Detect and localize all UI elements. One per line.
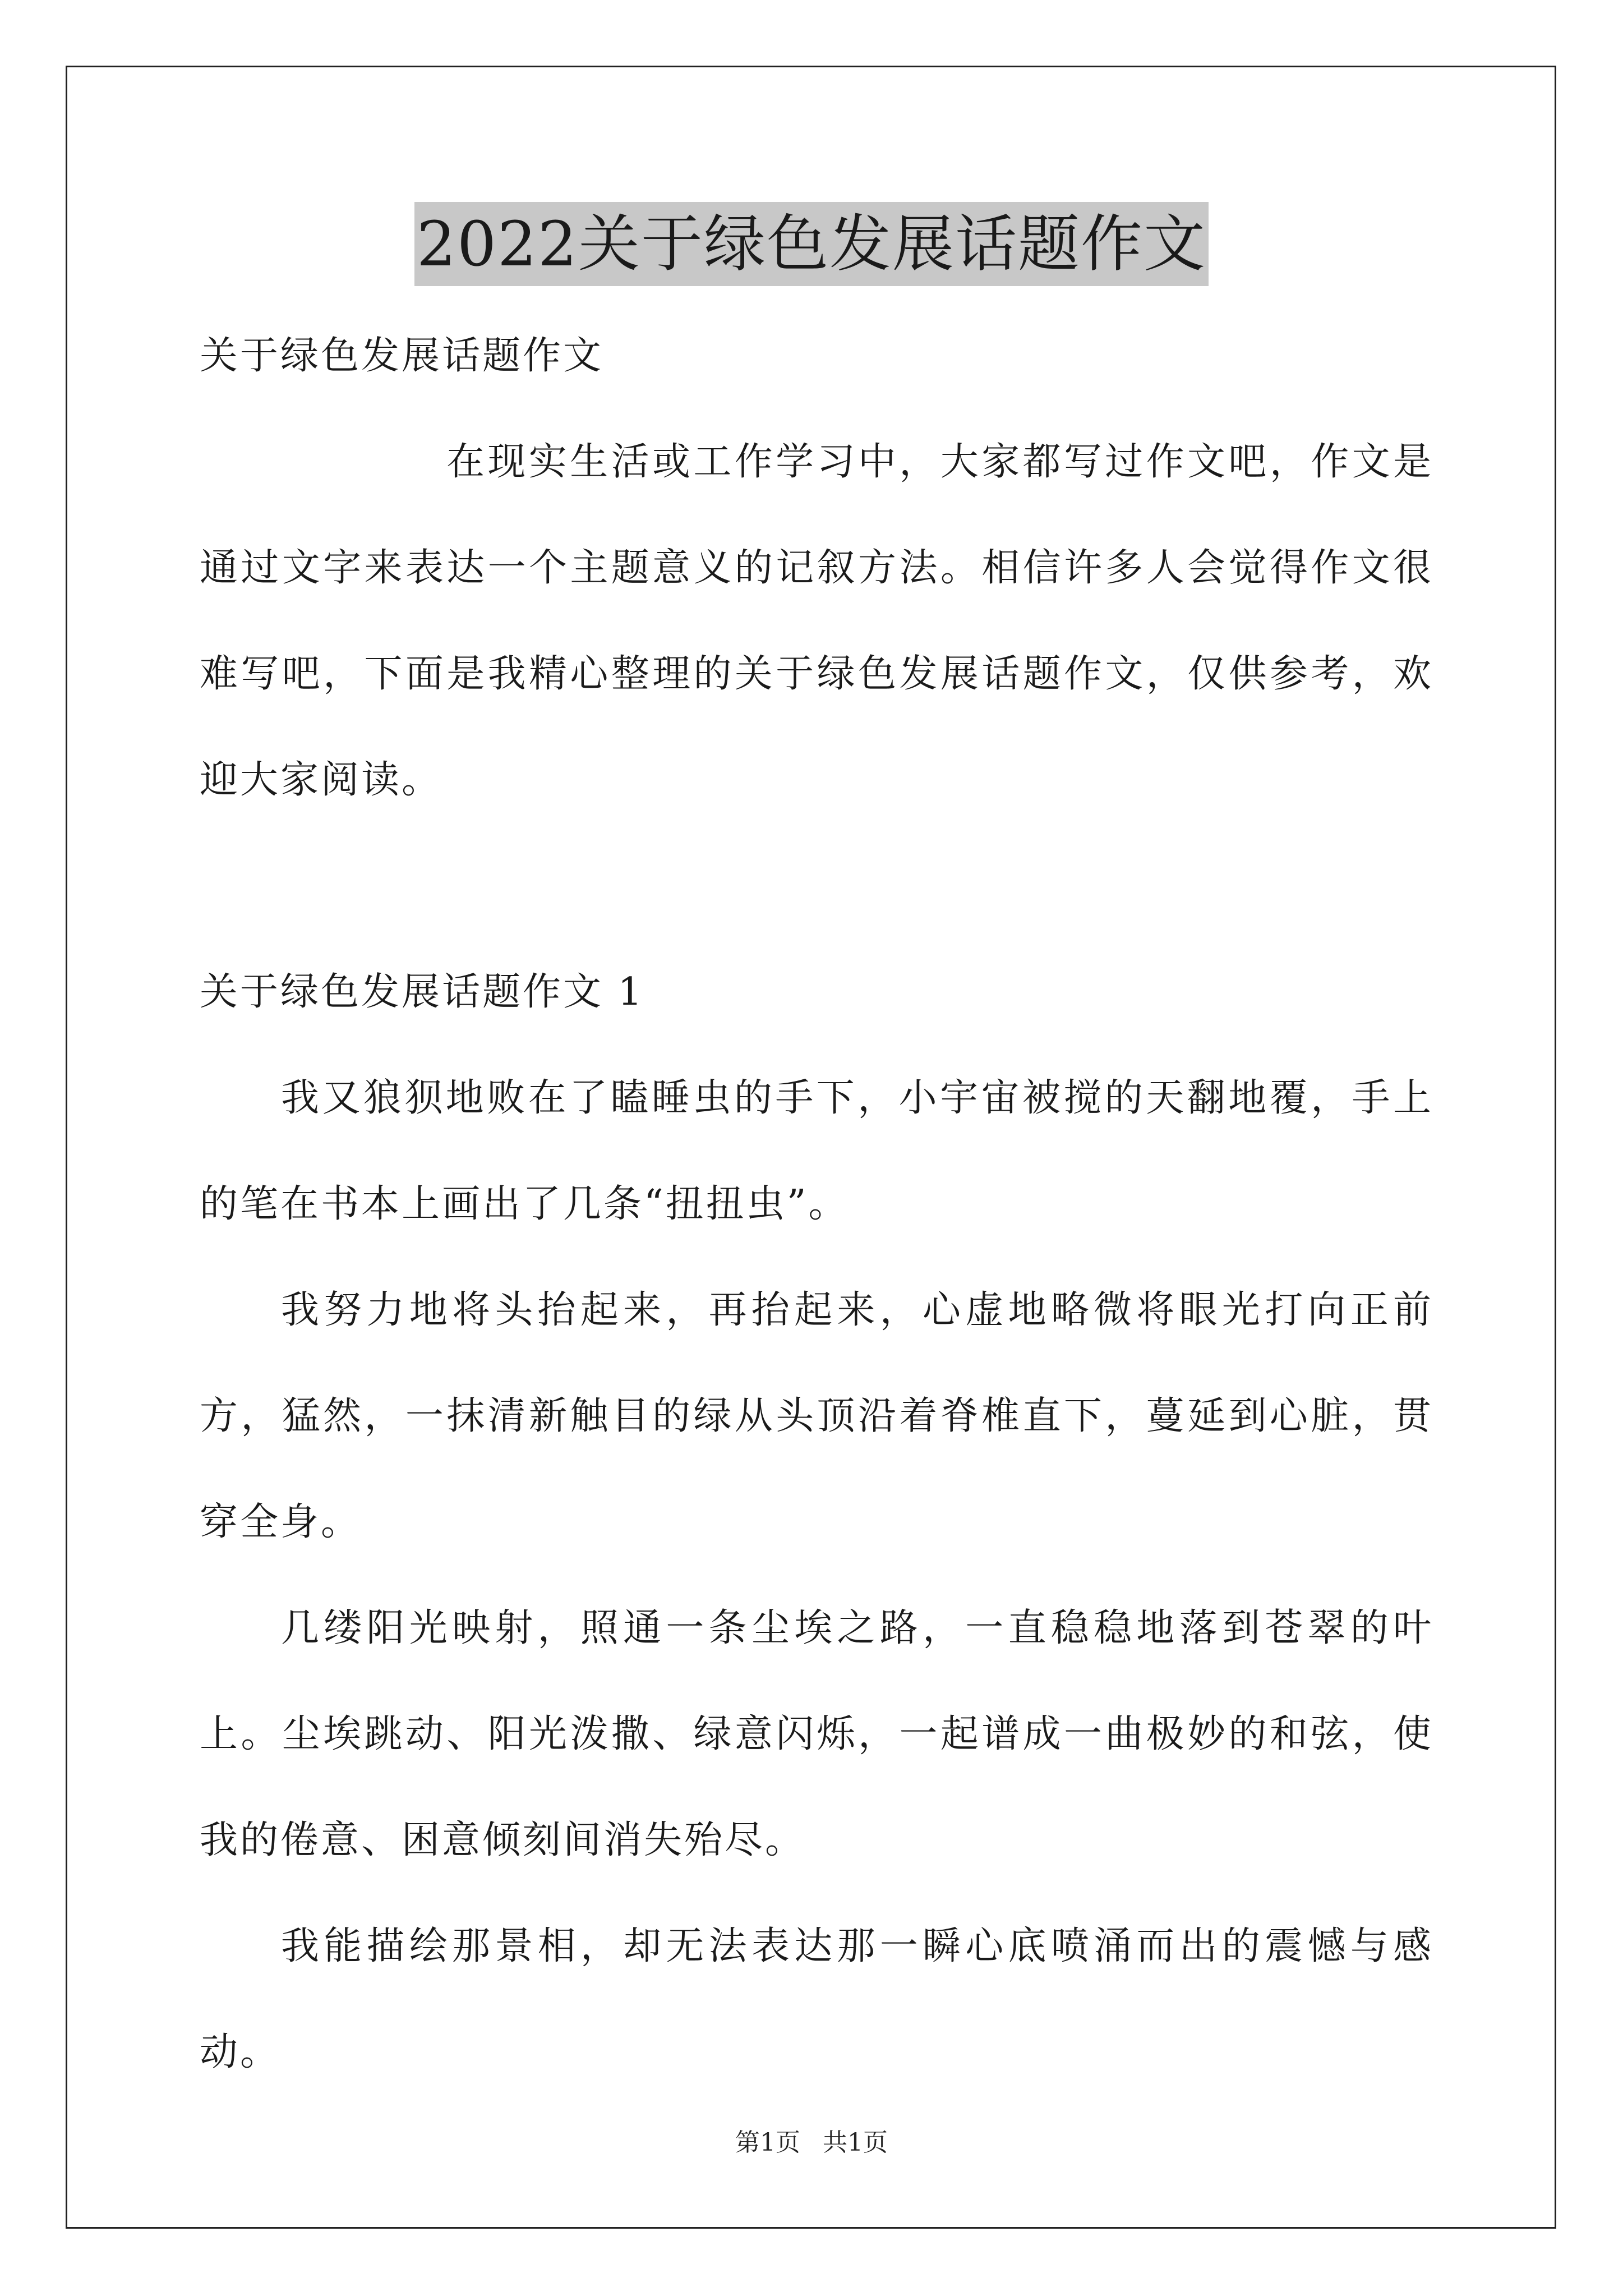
- body-paragraph: 几缕阳光映射，照通一条尘埃之路，一直稳稳地落到苍翠的叶上。尘埃跳动、阳光泼撒、绿意闪烁，一起谱成一曲极妙的和弦，使我的倦意、困意倾刻间消失殆尽。: [200, 1606, 1433, 1862]
- title-container: [0, 202, 1623, 286]
- page-number: 第1页: [735, 2128, 800, 2157]
- document-title: 2022关于绿色发展话题作文: [414, 202, 1209, 286]
- document-subtitle: 关于绿色发展话题作文: [200, 334, 604, 378]
- section-heading: 关于绿色发展话题作文 1: [200, 970, 644, 1014]
- body-paragraph: 我努力地将头抬起来，再抬起来，心虚地略微将眼光打向正前方，猛然，一抹清新触目的绿从头顶沿着脊椎直下，蔓延到心脏，贯穿全身。: [200, 1288, 1433, 1544]
- page-footer: [0, 2126, 1623, 2160]
- intro-paragraph: 在现实生活或工作学习中，大家都写过作文吧，作文是通过文字来表达一个主题意义的记叙方法。相信许多人会觉得作文很难写吧，下面是我精心整理的关于绿色发展话题作文，仅供参考，欢迎大家阅读。: [200, 440, 1433, 802]
- document-body: [200, 303, 1433, 2105]
- body-paragraph: 我能描绘那景相，却无法表达那一瞬心底喷涌而出的震憾与感动。: [200, 1924, 1433, 2074]
- body-paragraph: 我又狼狈地败在了瞌睡虫的手下，小宇宙被搅的天翻地覆，手上的笔在书本上画出了几条“扭扭虫”。: [200, 1076, 1433, 1226]
- page-total: 共1页: [823, 2128, 888, 2157]
- section-gap: [200, 833, 1433, 939]
